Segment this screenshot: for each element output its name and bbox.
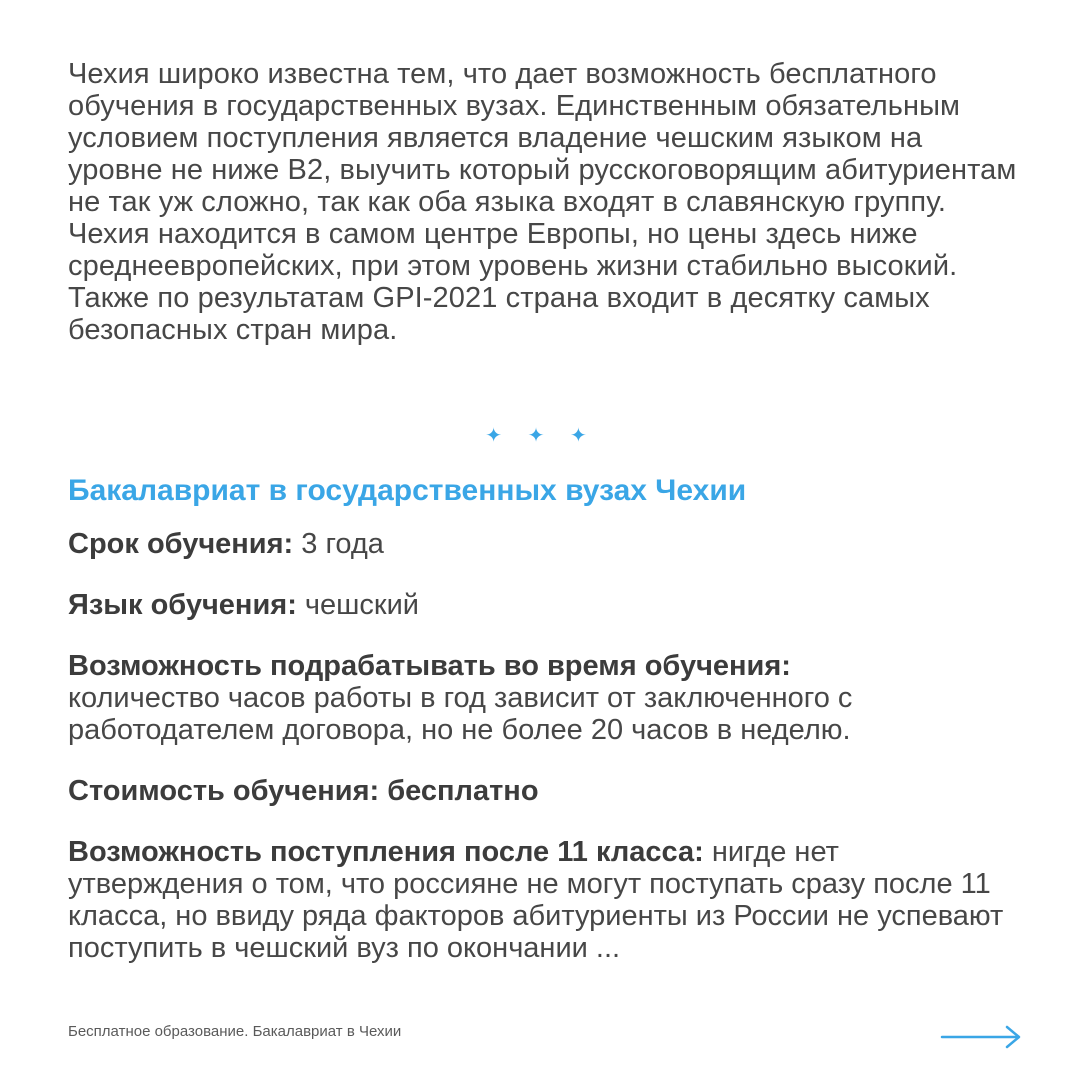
fact-work: [68, 650, 1018, 746]
star-divider: [0, 422, 1080, 450]
fact-label: Возможность подрабатывать во время обучения:: [68, 650, 791, 682]
fact-value: нигде нет утверждения о том, что россияне не могут поступать сразу после 11 класса, но ввиду ряда факторов абитуриенты из России не успевают поступить в чешский вуз по окончании ...: [68, 836, 1004, 964]
fact-value: чешский: [304, 589, 420, 621]
intro-paragraph: Чехия широко известна тем, что дает возможность бесплатного обучения в государственных вузах. Единственным обязательным условием поступления является владение чешским языком на уровне не ниже B2, выучить который русскоговорящим абитуриентам не так уж сложно, так как оба языка входят в славянскую группу. Чехия находится в самом центре Европы, но цены здесь ниже среднеевропейских, при этом уровень жизни стабильно высокий. Также по результатам GPI-2021 страна входит в десятку самых безопасных стран мира.: [68, 58, 1017, 346]
fact-value: 3 года: [301, 528, 384, 560]
star-icon: ✦: [485, 425, 511, 447]
fact-admission: [68, 836, 1018, 964]
fact-label: Срок обучения:: [68, 528, 294, 560]
footer-caption: Бесплатное образование. Бакалавриат в Чехии: [68, 1023, 402, 1040]
section-title: Бакалавриат в государственных вузах Чехии: [68, 474, 747, 507]
fact-label: Стоимость обучения: бесплатно: [68, 775, 539, 807]
star-icon: ✦: [527, 425, 553, 447]
fact-value: количество часов работы в год зависит от заключенного с работодателем договора, но не более 20 часов в неделю.: [68, 682, 853, 746]
star-icon: ✦: [569, 425, 595, 447]
fact-cost: [68, 775, 1018, 807]
fact-duration: [68, 528, 1018, 560]
fact-label: Возможность поступления после 11 класса:: [68, 836, 704, 868]
fact-language: [68, 589, 1018, 621]
arrow-right-icon[interactable]: [940, 1024, 1022, 1050]
facts-list: [68, 528, 1018, 964]
fact-label: Язык обучения:: [68, 589, 297, 621]
